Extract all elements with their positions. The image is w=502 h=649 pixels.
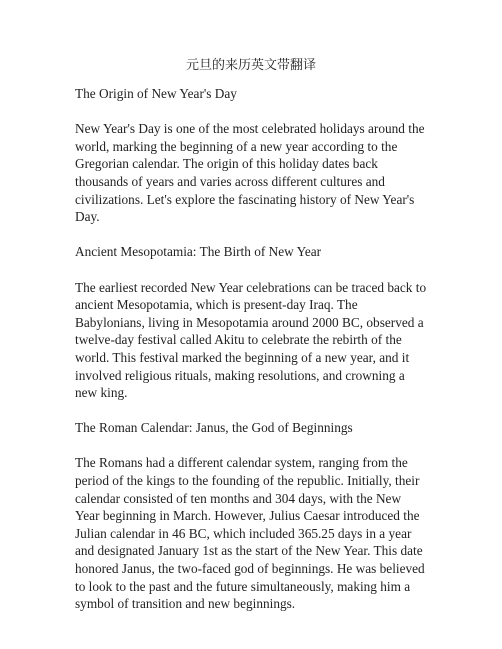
section-heading-mesopotamia: Ancient Mesopotamia: The Birth of New Year [75,244,322,260]
section-paragraph-origin: New Year's Day is one of the most celebrated holidays around the world, marking the beginning of a new year according to the Gregorian calendar. The origin of this holiday dates back thousands of years and varies across different cultures and civilizations. Let's explore the fascinating history of New Year's Day. [75,121,425,225]
section-paragraph-mesopotamia: The earliest recorded New Year celebrations can be traced back to ancient Mesopotamia, which is present-day Iraq. The Babylonians, living in Mesopotamia around 2000 BC, observed a twelve-day festival called Akitu to celebrate the rebirth of the world. This festival marked the beginning of a new year, and it involved religious rituals, making resolutions, and crowning a new king. [75,279,427,401]
section-heading-origin: The Origin of New Year's Day [75,86,237,101]
document-title: 元旦的来历英文带翻译 [185,58,316,73]
section-heading-roman-calendar: The Roman Calendar: Janus, the God of Beginnings [75,420,353,436]
section-paragraph-roman-calendar: The Romans had a different calendar system, ranging from the period of the kings to the founding of the republic. Initially, their calendar consisted of ten months and 304 days, with the New Year beginning in March. However, Julius Caesar introduced the Julian calendar in 46 BC, which included 365.25 days in a year and designated January 1st as the start of the New Year. This date honored Janus, the two-faced god of beginnings. He was believed to look to the past and the future simultaneously, making him a symbol of transition and new beginnings. [75,455,425,612]
document-body [75,85,427,630]
